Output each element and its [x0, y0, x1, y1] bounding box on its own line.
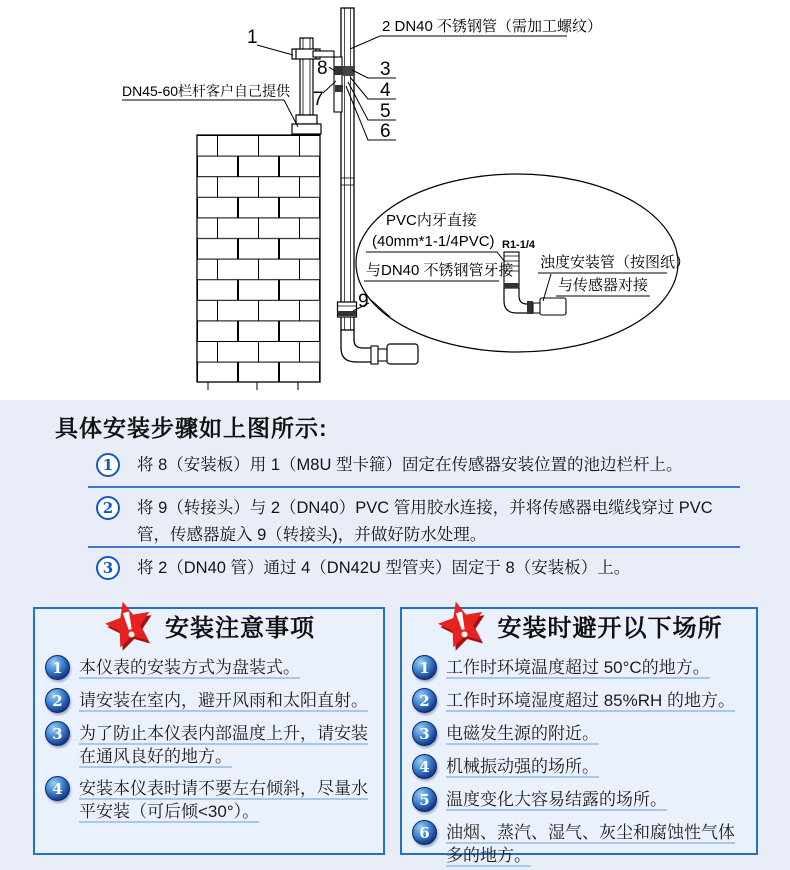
avoid-text-2: 工作时环境湿度超过 85%RH 的地方。 [446, 691, 736, 710]
callout-4: 4 [380, 80, 391, 101]
avoid-text-1: 工作时环境温度超过 50°C的地方。 [446, 658, 710, 677]
avoid-text-6: 油烟、蒸汽、湿气、灰尘和腐蚀性气体多的地方。 [446, 823, 735, 865]
pvc-label-line1: PVC内牙直接 [386, 212, 477, 229]
step-text-1: 将 8（安装板）用 1（M8U 型卡箍）固定在传感器安装位置的池边栏杆上。 [137, 456, 683, 474]
notice-box-header [35, 599, 383, 651]
pvc-label-line2: (40mm*1-1/4PVC) [372, 233, 495, 250]
notice-text-4: 安装本仪表时请不要左右倾斜，尽量水平安装（可后倾<30°）。 [79, 779, 368, 821]
notice-item-3 [45, 721, 371, 768]
avoid-badge-3: 3 [412, 721, 437, 746]
dn40-pipe [341, 8, 354, 330]
step-number-3: 3 [96, 556, 120, 580]
avoid-item-4 [412, 754, 744, 779]
notice-badge-1: 1 [45, 655, 70, 680]
notice-item-2 [45, 688, 371, 713]
step-text-2: 将 9（转接头）与 2（DN40）PVC 管用胶水连接，并将传感器电缆线穿过 PVC 管，传感器旋入 9（转接头)，并做好防水处理。 [137, 499, 713, 544]
installation-diagram [0, 0, 790, 400]
avoid-item-1 [412, 655, 744, 680]
avoid-text-5: 温度变化大容易结露的场所。 [446, 790, 667, 809]
avoid-box-header [402, 599, 756, 651]
callout-8: 8 [317, 58, 328, 79]
avoid-box-title: 安装时避开以下场所 [497, 614, 723, 642]
railing-label: DN45-60栏杆客户自己提供 [122, 83, 291, 99]
warning-star-icon [436, 599, 488, 651]
callout-6: 6 [380, 121, 391, 142]
notice-item-1 [45, 655, 371, 680]
diagram-svg [0, 0, 790, 400]
notice-badge-4: 4 [45, 776, 70, 801]
notice-text-1: 本仪表的安装方式为盘装式。 [79, 658, 300, 677]
callout-3: 3 [380, 59, 391, 80]
notice-list [35, 651, 383, 823]
pipe-label: 2 DN40 不锈钢管（需加工螺纹） [382, 18, 603, 35]
notice-box-title: 安装注意事项 [165, 614, 315, 642]
step-number-1: 1 [96, 453, 120, 477]
turbidity-label-line1: 浊度安装管（按图纸） [540, 254, 691, 271]
avoid-text-3: 电磁发生源的附近。 [446, 724, 599, 743]
avoid-text-4: 机械振动强的场所。 [446, 757, 599, 776]
avoid-list [402, 651, 756, 867]
step-number-2: 2 [96, 496, 120, 520]
callout-5: 5 [380, 101, 391, 122]
avoid-badge-5: 5 [412, 787, 437, 812]
brick-wall [197, 135, 320, 390]
step-divider-2 [88, 546, 740, 548]
notice-text-3: 为了防止本仪表内部温度上升，请安装在通风良好的地方。 [79, 724, 368, 766]
avoid-badge-4: 4 [412, 754, 437, 779]
avoid-box [400, 607, 758, 865]
avoid-badge-6: 6 [412, 820, 437, 845]
avoid-item-2 [412, 688, 744, 713]
callout-1: 1 [247, 27, 258, 48]
turbidity-label-line2: 与传感器对接 [558, 277, 649, 294]
notice-badge-3: 3 [45, 721, 70, 746]
avoid-badge-2: 2 [412, 688, 437, 713]
callout-9: 9 [358, 291, 369, 312]
steps-title: 具体安装步骤如上图所示: [55, 415, 328, 441]
avoid-badge-1: 1 [412, 655, 437, 680]
avoid-item-6 [412, 820, 744, 867]
thread-spec-label: R1-1/4 [502, 239, 536, 251]
callout-7: 7 [313, 89, 324, 110]
step-divider-1 [88, 486, 740, 488]
pvc-label-line3: 与DN40 不锈钢管牙接 [366, 262, 514, 279]
notice-item-4 [45, 776, 371, 823]
notice-box [33, 607, 385, 855]
step-text-3: 将 2（DN40 管）通过 4（DN42U 型管夹）固定于 8（安装板）上。 [137, 559, 631, 577]
instructions-section [0, 400, 790, 870]
warning-star-icon [103, 599, 155, 651]
avoid-item-3 [412, 721, 744, 746]
avoid-item-5 [412, 787, 744, 812]
notice-badge-2: 2 [45, 688, 70, 713]
notice-text-2: 请安装在室内，避开风雨和太阳直射。 [79, 691, 368, 710]
